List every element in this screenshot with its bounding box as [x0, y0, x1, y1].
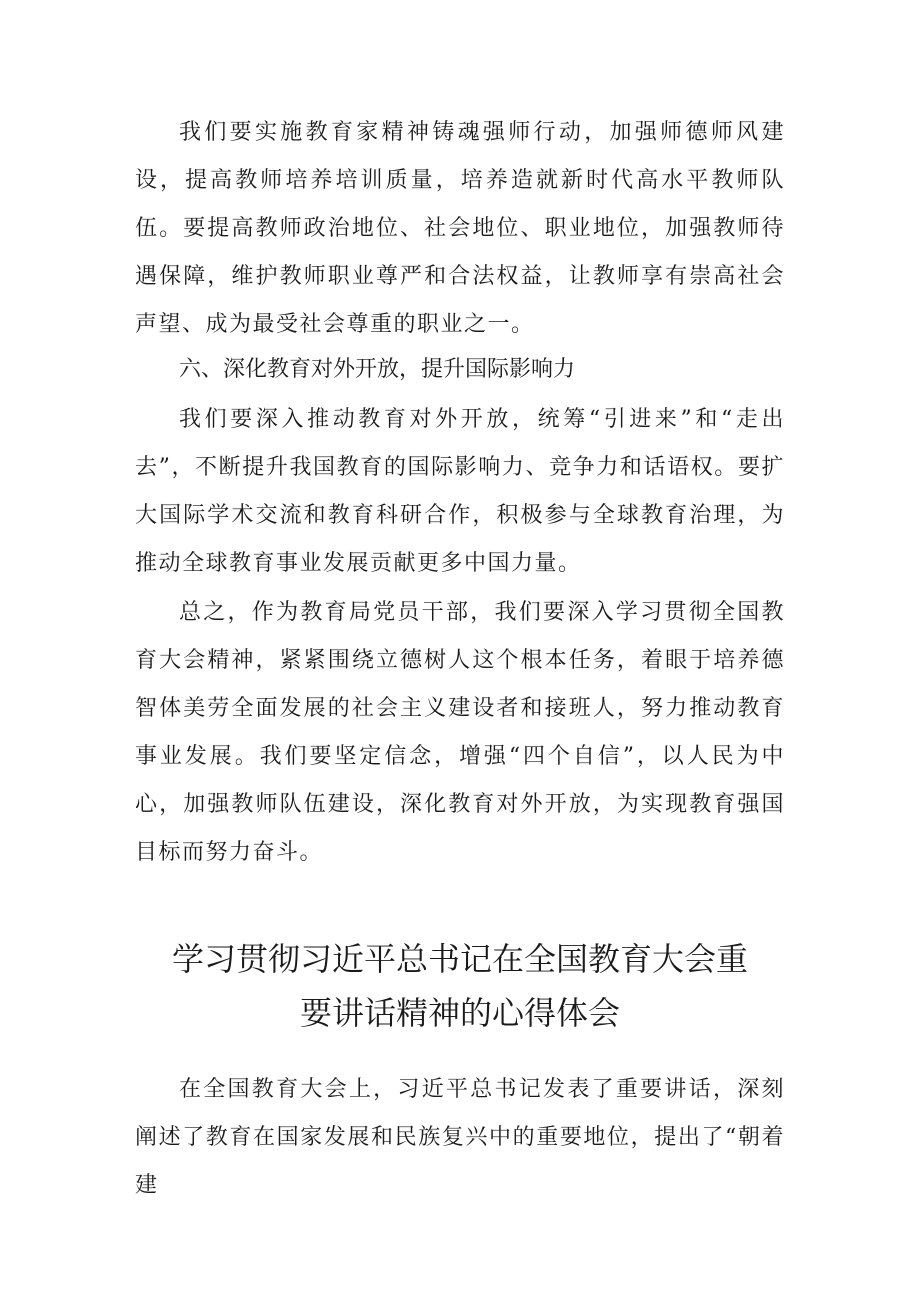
body-paragraph-conclusion: 总之，作为教育局党员干部，我们要深入学习贯彻全国教育大会精神，紧紧围绕立德树人这个根本任务，着眼于培养德智体美劳全面发展的社会主义建设者和接班人，努力推动教育事业发展。我们要坚定信念，增强“四个自信”，以人民为中心，加强教师队伍建设，深化教育对外开放，为实现教育强国目标而努力奋斗。 [135, 600, 785, 865]
body-paragraph-opening-up: 我们要深入推动教育对外开放，统筹“引进来”和“走出去”，不断提升我国教育的国际影响力、竞争力和话语权。要扩大国际学术交流和教育科研合作，积极参与全球教育治理，为推动全球教育事业发展贡献更多中国力量。 [135, 407, 785, 576]
section-heading-six: 六、深化教育对外开放，提升国际影响力 [179, 357, 576, 382]
article-title-line-1: 学习贯彻习近平总书记在全国教育大会重 [171, 940, 748, 978]
article-title [135, 932, 785, 1040]
body-paragraph-intro: 在全国教育大会上，习近平总书记发表了重要讲话，深刻阐述了教育在国家发展和民族复兴中的重要地位，提出了“朝着建 [135, 1077, 785, 1198]
article-title-line-2: 要讲话精神的心得体会 [299, 994, 620, 1032]
body-paragraph-teachers: 我们要实施教育家精神铸魂强师行动，加强师德师风建设，提高教师培养培训质量，培养造就新时代高水平教师队伍。要提高教师政治地位、社会地位、职业地位，加强教师待遇保障，维护教师职业尊严和合法权益，让教师享有崇高社会声望、成为最受社会尊重的职业之一。 [135, 120, 785, 337]
